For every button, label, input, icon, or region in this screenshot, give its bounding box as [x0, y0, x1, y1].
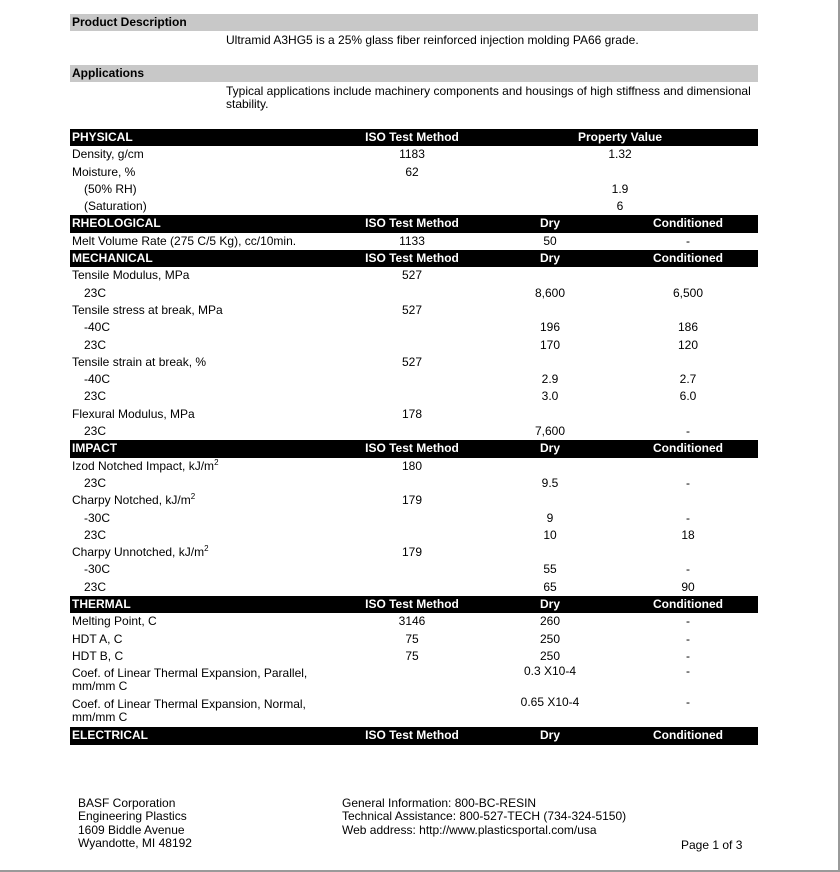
property-value: Property Value — [577, 130, 663, 144]
property-name: Tensile stress at break, MPa — [72, 302, 223, 317]
section-title: MECHANICAL — [72, 251, 153, 266]
product-description-text: Ultramid A3HG5 is a 25% glass fiber reinforced injection molding PA66 grade. — [226, 33, 639, 47]
table-row — [70, 388, 758, 405]
table-row — [70, 233, 758, 250]
property-name: Tensile strain at break, % — [72, 354, 207, 369]
page-number: Page 1 of 3 — [681, 838, 743, 852]
section-header-row — [70, 215, 758, 232]
conditioned-value: Conditioned — [653, 251, 723, 266]
dry-value: 3.0 — [541, 389, 559, 404]
table-row — [70, 198, 758, 215]
dry-value: 8,600 — [534, 285, 566, 300]
footer-contact-line: General Information: 800-BC-RESIN — [342, 796, 537, 810]
section-header-row — [70, 250, 758, 267]
iso-test-method: 179 — [401, 545, 423, 560]
conditioned-value: 90 — [681, 579, 695, 594]
table-row — [70, 354, 758, 371]
table-row — [70, 458, 758, 475]
table-row — [70, 319, 758, 336]
table-row — [70, 423, 758, 440]
property-name: 23C — [84, 475, 107, 490]
property-name: (50% RH) — [84, 181, 137, 196]
table-row — [70, 527, 758, 544]
property-name: 23C — [84, 337, 107, 352]
property-name: HDT B, C — [72, 648, 124, 663]
iso-test-method: ISO Test Method — [365, 251, 459, 266]
dry-value: Dry — [539, 216, 560, 231]
property-name: Flexural Modulus, MPa — [72, 406, 195, 421]
dry-value: 10 — [543, 527, 557, 542]
conditioned-value: - — [686, 648, 690, 663]
section-title: RHEOLOGICAL — [72, 216, 161, 231]
footer-address-line: Wyandotte, MI 48192 — [78, 835, 192, 850]
property-value: 1.32 — [608, 147, 632, 162]
footer-address-line: Engineering Plastics — [78, 809, 187, 824]
property-name: Moisture, % — [72, 164, 136, 179]
iso-test-method: 527 — [401, 354, 423, 369]
property-name: 23C — [84, 424, 107, 439]
property-name: HDT A, C — [72, 631, 123, 646]
conditioned-value: - — [686, 664, 690, 679]
table-row — [70, 285, 758, 302]
section-header-row — [70, 727, 758, 744]
property-name: 23C — [84, 527, 107, 542]
table-row — [70, 337, 758, 354]
table-row — [70, 561, 758, 578]
product-description-heading: Product Description — [70, 14, 758, 31]
iso-test-method: ISO Test Method — [365, 597, 459, 612]
conditioned-value: - — [686, 562, 690, 577]
section-title: PHYSICAL — [72, 130, 133, 144]
conditioned-value: - — [686, 695, 690, 710]
iso-test-method: 1183 — [399, 147, 425, 162]
footer-contact-line: Web address: http://www.plasticsportal.com/usa — [342, 822, 597, 837]
properties-table — [70, 129, 758, 745]
section-header-row — [70, 596, 758, 613]
conditioned-value: 6.0 — [679, 389, 697, 404]
iso-test-method: 3146 — [398, 614, 426, 629]
table-row — [70, 146, 758, 163]
section-title: THERMAL — [72, 597, 131, 612]
dry-value: 196 — [539, 320, 561, 335]
iso-test-method: 180 — [401, 458, 423, 473]
footer-contact-line: Technical Assistance: 800-527-TECH (734-324-5150) — [342, 809, 627, 824]
dry-value: 9.5 — [541, 475, 559, 490]
dry-value: 7,600 — [534, 424, 566, 439]
iso-test-method: 1133 — [399, 233, 425, 248]
iso-test-method: 75 — [405, 648, 419, 663]
conditioned-value: 186 — [677, 320, 699, 335]
applications-text: Typical applications include machinery components and housings of high stiffness and dimensional stability. — [226, 84, 751, 111]
property-name: Melt Volume Rate (275 C/5 Kg), cc/10min. — [72, 233, 297, 248]
property-name: -40C — [84, 372, 111, 387]
table-row — [70, 579, 758, 596]
property-name: 23C — [84, 389, 107, 404]
property-name: 23C — [84, 579, 107, 594]
conditioned-value: - — [686, 510, 690, 525]
dry-value: 9 — [546, 510, 554, 525]
table-row — [70, 302, 758, 319]
table-row — [70, 665, 758, 696]
property-value: 6 — [616, 199, 624, 214]
iso-test-method: ISO Test Method — [365, 130, 459, 144]
table-row — [70, 544, 758, 561]
dry-value: 65 — [543, 579, 557, 594]
conditioned-value: - — [686, 614, 690, 629]
section-header-row — [70, 440, 758, 457]
table-row — [70, 510, 758, 527]
table-row — [70, 406, 758, 423]
dry-value: 170 — [539, 337, 561, 352]
iso-test-method: ISO Test Method — [365, 216, 459, 231]
dry-value: Dry — [539, 728, 560, 743]
conditioned-value: Conditioned — [653, 441, 723, 456]
table-row — [70, 492, 758, 509]
property-name: Charpy Notched, $kJ/m^2$ — [72, 492, 196, 508]
conditioned-value: - — [686, 475, 690, 490]
conditioned-value: - — [686, 424, 690, 439]
property-name: Izod Notched Impact, $kJ/m^2$ — [72, 457, 219, 473]
property-name: -30C — [84, 510, 111, 525]
iso-test-method: ISO Test Method — [365, 728, 459, 743]
section-header-row — [70, 129, 758, 146]
dry-value: 50 — [543, 233, 557, 248]
conditioned-value: 18 — [681, 527, 695, 542]
property-name: Charpy Unnotched, $kJ/m^2$ — [72, 544, 209, 560]
dry-value: Dry — [539, 441, 560, 456]
conditioned-value: 2.7 — [679, 372, 697, 387]
table-row — [70, 267, 758, 284]
property-name: Tensile Modulus, MPa — [72, 268, 190, 283]
conditioned-value: Conditioned — [653, 728, 723, 743]
table-row — [70, 164, 758, 181]
dry-value: 250 — [539, 648, 561, 663]
footer-address-line: BASF Corporation — [78, 796, 176, 810]
dry-value: 0.3 X10-4 — [523, 664, 577, 679]
footer-address-line: 1609 Biddle Avenue — [78, 822, 185, 837]
dry-value: 2.9 — [541, 372, 559, 387]
conditioned-value: 120 — [677, 337, 699, 352]
iso-test-method: 62 — [405, 164, 419, 179]
property-name: -40C — [84, 320, 111, 335]
property-name: Density, g/cm — [72, 147, 144, 162]
iso-test-method: 179 — [401, 493, 423, 508]
iso-test-method: ISO Test Method — [365, 441, 459, 456]
section-title: ELECTRICAL — [72, 728, 148, 743]
conditioned-value: 6,500 — [672, 285, 704, 300]
table-row — [70, 181, 758, 198]
iso-test-method: 527 — [401, 302, 423, 317]
applications-heading: Applications — [70, 65, 758, 82]
dry-value: 250 — [539, 631, 561, 646]
property-name: -30C — [84, 562, 111, 577]
section-title: IMPACT — [72, 441, 118, 456]
conditioned-value: - — [686, 631, 690, 646]
unit-superscript: 2 — [204, 544, 209, 554]
property-name: 23C — [84, 285, 107, 300]
dry-value: Dry — [539, 597, 560, 612]
property-name: (Saturation) — [84, 199, 147, 214]
property-name: Coef. of Linear Thermal Expansion, Parallel, mm/mm C — [72, 666, 308, 694]
table-row — [70, 475, 758, 492]
footer-address — [78, 797, 192, 850]
conditioned-value: - — [686, 233, 690, 248]
dry-value: 260 — [539, 614, 561, 629]
iso-test-method: 527 — [401, 268, 423, 283]
conditioned-value: Conditioned — [653, 597, 723, 612]
footer-contact — [342, 797, 626, 837]
table-row — [70, 696, 758, 727]
table-row — [70, 631, 758, 648]
unit-superscript: 2 — [214, 457, 219, 467]
conditioned-value: Conditioned — [653, 216, 723, 231]
table-row — [70, 613, 758, 630]
iso-test-method: 75 — [405, 631, 419, 646]
property-name: Coef. of Linear Thermal Expansion, Normal, mm/mm C — [72, 697, 306, 725]
iso-test-method: 178 — [401, 406, 423, 421]
table-row — [70, 371, 758, 388]
dry-value: Dry — [539, 251, 560, 266]
property-name: Melting Point, C — [72, 614, 157, 629]
unit-superscript: 2 — [190, 492, 196, 502]
property-value: 1.9 — [611, 181, 629, 196]
dry-value: 0.65 X10-4 — [520, 695, 580, 710]
dry-value: 55 — [543, 562, 557, 577]
